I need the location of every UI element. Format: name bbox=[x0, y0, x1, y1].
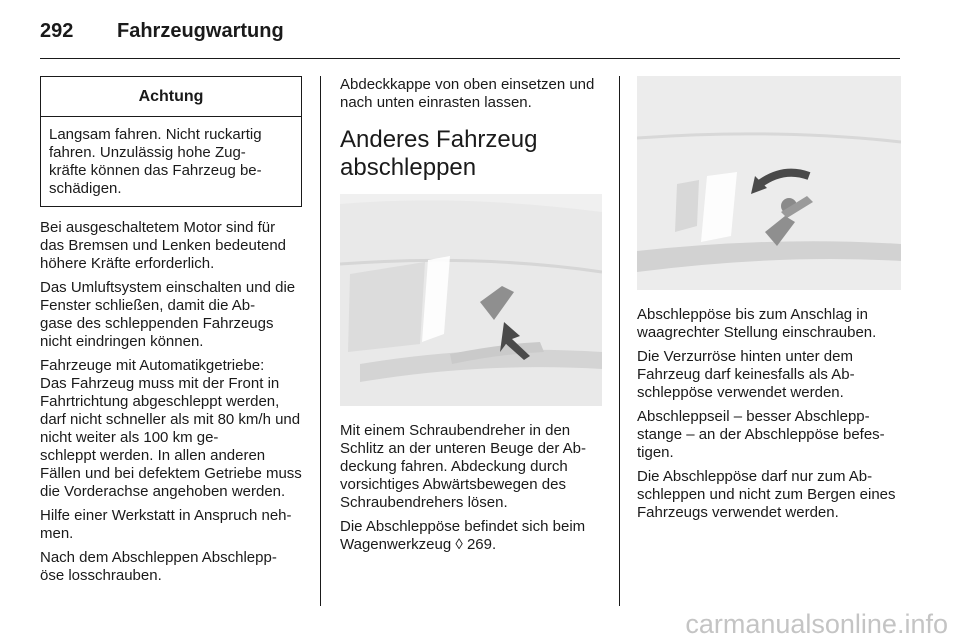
paragraph-workshop-help: Hilfe einer Werkstatt in Anspruch neh- men. bbox=[40, 507, 292, 542]
towing-eye-illustration bbox=[637, 76, 901, 290]
page-reference-number[interactable]: 269. bbox=[466, 536, 497, 553]
paragraph-recirculation: Das Umluftsystem einschalten und die Fenster schließen, damit die Ab- gase des schleppenden Fahrzeugs nicht eindringen können. bbox=[40, 279, 296, 350]
paragraph-insert-cap: Abdeckkappe von oben einsetzen und nach unten einrasten lassen. bbox=[340, 76, 595, 111]
page-header bbox=[40, 14, 900, 54]
warning-notice-box bbox=[40, 76, 302, 207]
tool-location-text: Die Abschleppöse befindet sich beim Wagenwerkzeug bbox=[340, 518, 586, 553]
column-left bbox=[40, 76, 302, 591]
notice-title: Achtung bbox=[41, 77, 301, 117]
paragraph-engine-off: Bei ausgeschaltetem Motor sind für das Bremsen und Lenken bedeutend höhere Kräfte erforderlich. bbox=[40, 219, 287, 272]
header-divider bbox=[40, 58, 900, 59]
section-title: Anderes Fahrzeug abschleppen bbox=[340, 126, 538, 181]
paragraph-screw-in-eye: Abschleppöse bis zum Anschlag in waagrechter Stellung einschrauben. bbox=[637, 306, 877, 341]
column-divider-2 bbox=[619, 76, 620, 606]
paragraph-remove-cover: Mit einem Schraubendreher in den Schlitz an der unteren Beuge der Ab- deckung fahren. Abdeckung durch vorsichtiges Abwärtsbewegen des Schraubendrehers lösen. bbox=[340, 422, 586, 511]
column-middle bbox=[340, 76, 602, 560]
paragraph-towing-only: Die Abschleppöse darf nur zum Ab- schleppen und nicht zum Bergen eines Fahrzeugs verwendet werden. bbox=[637, 468, 896, 521]
bumper-cover-illustration bbox=[340, 194, 602, 406]
column-right bbox=[637, 76, 901, 528]
paragraph-lashing-eye-warning: Die Verzurröse hinten unter dem Fahrzeug darf keinesfalls als Ab- schleppöse verwendet werden. bbox=[637, 348, 855, 401]
page-reference-icon: ◊ bbox=[455, 536, 463, 553]
paragraph-automatic-transmission: Fahrzeuge mit Automatikgetriebe: Das Fahrzeug muss mit der Front in Fahrtrichtung abgeschleppt werden, darf nicht schneller als mit 80 km/h und nicht weiter als 100 km ge- schleppt werden. In allen anderen Fällen und bei defektem Getriebe muss die Vorderachse angehoben werden. bbox=[40, 357, 302, 500]
chapter-title: Fahrzeugwartung bbox=[117, 20, 284, 42]
paragraph-unscrew-eye: Nach dem Abschleppen Abschlepp- öse losschrauben. bbox=[40, 549, 277, 584]
paragraph-tool-location bbox=[340, 518, 602, 554]
column-divider-1 bbox=[320, 76, 321, 606]
paragraph-attach-tow-rope: Abschleppseil – besser Abschlepp- stange – an der Abschleppöse befes- tigen. bbox=[637, 408, 885, 461]
notice-text: Langsam fahren. Nicht ruckartig fahren. Unzulässig hohe Zug- kräfte können das Fahrzeug be- schädigen. bbox=[49, 126, 262, 197]
watermark: carmanualsonline.info bbox=[685, 609, 948, 639]
page-number: 292 bbox=[40, 20, 74, 42]
